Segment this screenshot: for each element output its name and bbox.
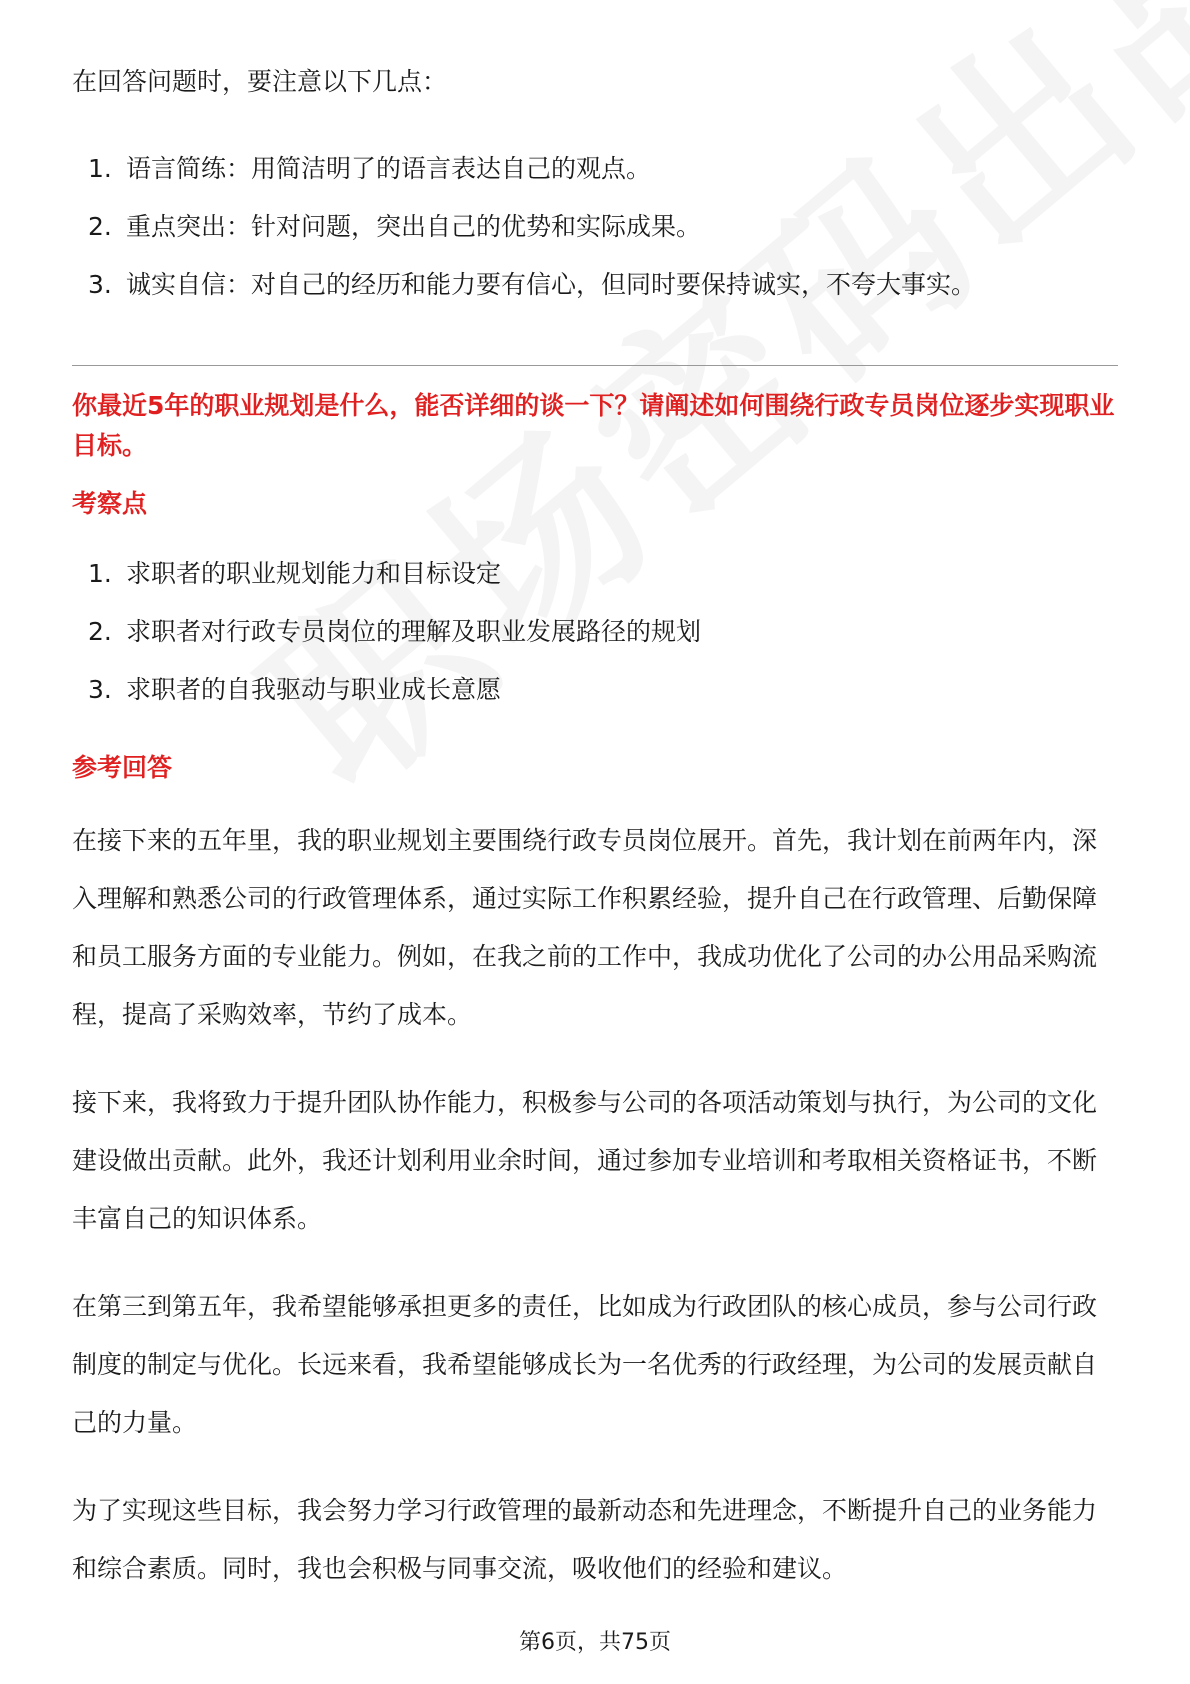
list-item: 2. 重点突出：针对问题，突出自己的优势和实际成果。: [88, 212, 702, 241]
list-item: 1. 求职者的职业规划能力和目标设定: [88, 559, 502, 588]
answer-paragraph: 接下来，我将致力于提升团队协作能力，积极参与公司的各项活动策划与执行，为公司的文化建设做出贡献。此外，我还计划利用业余时间，通过参加专业培训和考取相关资格证书，不断丰富自己的知识体系。: [72, 1088, 1098, 1233]
question-heading: 你最近5年的职业规划是什么，能否详细的谈一下？请阐述如何围绕行政专员岗位逐步实现职业目标。: [72, 391, 1115, 460]
answer-title: 参考回答: [72, 753, 173, 782]
points-title: 考察点: [72, 489, 148, 518]
list-item: 3. 诚实自信：对自己的经历和能力要有信心，但同时要保持诚实，不夸大事实。: [88, 270, 977, 299]
answer-paragraph: 为了实现这些目标，我会努力学习行政管理的最新动态和先进理念，不断提升自己的业务能力和综合素质。同时，我也会积极与同事交流，吸收他们的经验和建议。: [72, 1496, 1098, 1583]
divider: [72, 365, 1118, 366]
intro-text: 在回答问题时，要注意以下几点：: [72, 67, 448, 96]
answer-paragraph: 在接下来的五年里，我的职业规划主要围绕行政专员岗位展开。首先，我计划在前两年内，深入理解和熟悉公司的行政管理体系，通过实际工作积累经验，提升自己在行政管理、后勤保障和员工服务方面的专业能力。例如，在我之前的工作中，我成功优化了公司的办公用品采购流程，提高了采购效率，节约了成本。: [72, 826, 1098, 1029]
list-item: 3. 求职者的自我驱动与职业成长意愿: [88, 675, 502, 704]
tips-list: [88, 140, 976, 314]
page-footer: 第6页，共75页: [519, 1630, 671, 1655]
answer-paragraph: 在第三到第五年，我希望能够承担更多的责任，比如成为行政团队的核心成员，参与公司行政制度的制定与优化。长远来看，我希望能够成长为一名优秀的行政经理，为公司的发展贡献自己的力量。: [72, 1292, 1098, 1437]
points-list: [88, 545, 701, 719]
list-item: 2. 求职者对行政专员岗位的理解及职业发展路径的规划: [88, 617, 702, 646]
list-item: 1. 语言简练：用简洁明了的语言表达自己的观点。: [88, 154, 652, 183]
